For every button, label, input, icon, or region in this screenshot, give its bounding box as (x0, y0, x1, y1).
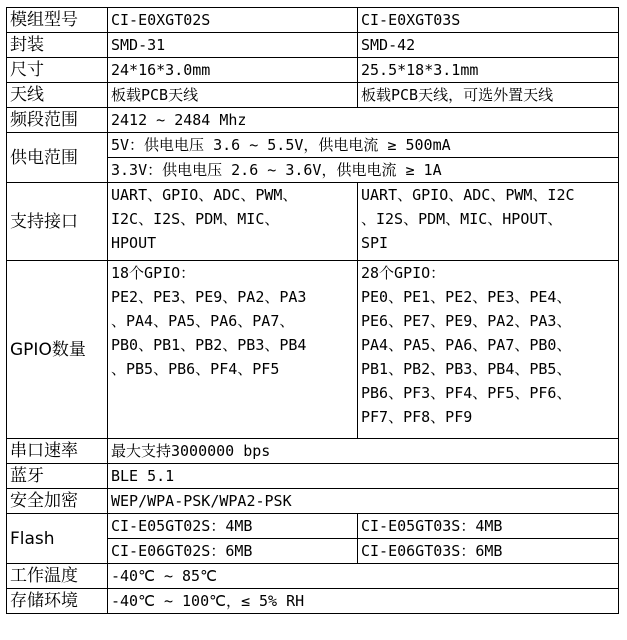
label-antenna: 天线 (7, 83, 108, 108)
value-interface-b (358, 183, 619, 261)
value-model-a: CI-E0XGT02S (108, 8, 358, 33)
value-baud: 最大支持3000000 bps (108, 439, 619, 464)
value-size-b: 25.5*18*3.1mm (358, 58, 619, 83)
label-size: 尺寸 (7, 58, 108, 83)
label-security: 安全加密 (7, 489, 108, 514)
value-antenna-a: 板载PCB天线 (108, 83, 358, 108)
gpio-b-line: PE6、PE7、PE9、PA2、PA3、 (361, 312, 572, 330)
interface-a-line: HPOUT (111, 234, 157, 252)
label-interface: 支持接口 (7, 183, 108, 261)
value-interface-a (108, 183, 358, 261)
gpio-b-line: PA4、PA5、PA6、PA7、PB0、 (361, 336, 572, 354)
row-size (7, 58, 619, 83)
row-bluetooth (7, 464, 619, 489)
value-package-b: SMD-42 (358, 33, 619, 58)
value-package-a: SMD-31 (108, 33, 358, 58)
gpio-b-line: PF7、PF8、PF9 (361, 408, 473, 426)
interface-a-line: UART、GPIO、ADC、PWM、 (111, 186, 298, 204)
interface-b-line: 、I2S、PDM、MIC、HPOUT、 (361, 210, 563, 228)
label-flash: Flash (7, 514, 108, 564)
row-security (7, 489, 619, 514)
value-band: 2412 ~ 2484 Mhz (108, 108, 619, 133)
value-temp: -40℃ ~ 85℃ (108, 564, 619, 589)
label-gpio: GPIO数量 (7, 261, 108, 439)
gpio-a-line: 、PA4、PA5、PA6、PA7、 (111, 312, 295, 330)
row-power-1 (7, 133, 619, 158)
row-storage (7, 589, 619, 614)
row-temp (7, 564, 619, 589)
row-baud (7, 439, 619, 464)
interface-b-line: UART、GPIO、ADC、PWM、I2C (361, 186, 575, 204)
label-storage: 存储环境 (7, 589, 108, 614)
gpio-b-line: PE0、PE1、PE2、PE3、PE4、 (361, 288, 572, 306)
value-power-5v: 5V：供电电压 3.6 ~ 5.5V，供电电流 ≥ 500mA (108, 133, 619, 158)
value-model-b: CI-E0XGT03S (358, 8, 619, 33)
value-flash-a1: CI-E05GT02S：4MB (108, 514, 358, 539)
spec-table (6, 7, 619, 614)
label-baud: 串口速率 (7, 439, 108, 464)
interface-a-line: I2C、I2S、PDM、MIC、 (111, 210, 280, 228)
value-antenna-b: 板载PCB天线，可选外置天线 (358, 83, 619, 108)
gpio-b-line: 28个GPIO： (361, 264, 446, 282)
gpio-b-line: PB1、PB2、PB3、PB4、PB5、 (361, 360, 572, 378)
gpio-a-line: PE2、PE3、PE9、PA2、PA3 (111, 288, 307, 306)
value-size-a: 24*16*3.0mm (108, 58, 358, 83)
label-package: 封装 (7, 33, 108, 58)
label-band: 频段范围 (7, 108, 108, 133)
gpio-a-line: 、PB5、PB6、PF4、PF5 (111, 360, 280, 378)
value-power-3v3: 3.3V：供电电压 2.6 ~ 3.6V，供电电流 ≥ 1A (108, 158, 619, 183)
label-model: 模组型号 (7, 8, 108, 33)
value-flash-a2: CI-E06GT02S：6MB (108, 539, 358, 564)
gpio-b-line: PB6、PF3、PF4、PF5、PF6、 (361, 384, 572, 402)
value-gpio-a (108, 261, 358, 439)
row-antenna (7, 83, 619, 108)
gpio-a-line: 18个GPIO： (111, 264, 196, 282)
interface-b-line: SPI (361, 234, 389, 252)
value-flash-b2: CI-E06GT03S：6MB (358, 539, 619, 564)
gpio-a-line: PB0、PB1、PB2、PB3、PB4 (111, 336, 307, 354)
row-interface (7, 183, 619, 261)
value-storage: -40℃ ~ 100℃，≤ 5% RH (108, 589, 619, 614)
row-gpio (7, 261, 619, 439)
value-bluetooth: BLE 5.1 (108, 464, 619, 489)
row-band (7, 108, 619, 133)
label-temp: 工作温度 (7, 564, 108, 589)
value-flash-b1: CI-E05GT03S：4MB (358, 514, 619, 539)
value-gpio-b (358, 261, 619, 439)
row-flash-1 (7, 514, 619, 539)
label-bluetooth: 蓝牙 (7, 464, 108, 489)
row-model (7, 8, 619, 33)
value-security: WEP/WPA-PSK/WPA2-PSK (108, 489, 619, 514)
row-package (7, 33, 619, 58)
label-power: 供电范围 (7, 133, 108, 183)
